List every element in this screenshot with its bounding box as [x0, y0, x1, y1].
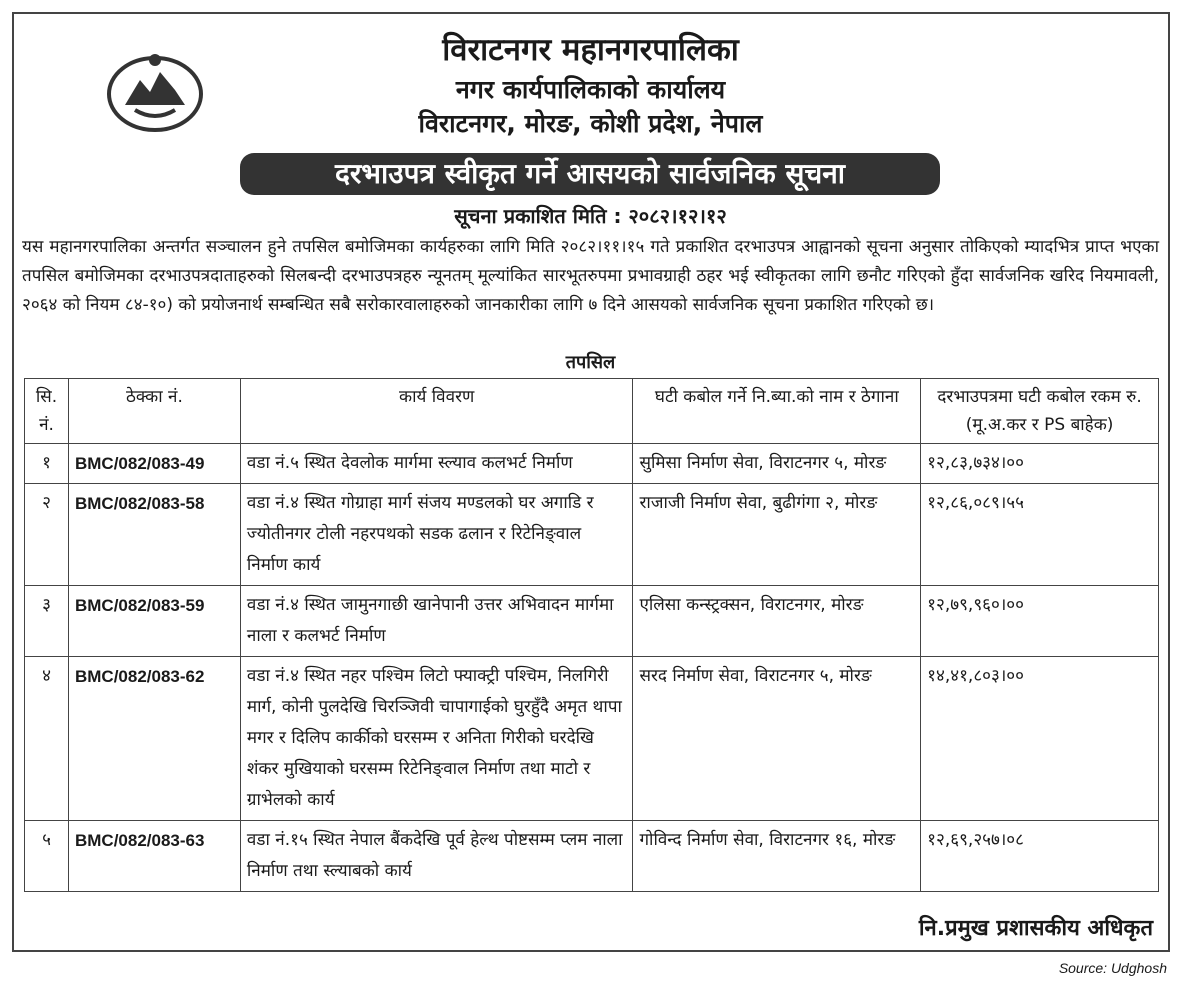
cell-amount: १२,८६,०८९।५५: [921, 484, 1159, 586]
cell-code: BMC/082/083-49: [68, 444, 240, 484]
notice-body: यस महानगरपालिका अन्तर्गत सञ्चालन हुने तपसिल बमोजिमका कार्यहरुका लागि मिति २०८२।११।१५ गते प्रकाशित दरभाउपत्र आह्वानको सूचना अनुसार तोकिएको म्यादभित्र प्राप्त भएका तपसिल बमोजिमका दरभाउपत्रदाताहरुको सिलबन्दी दरभाउपत्रहरु न्यूनतम् मूल्यांकित सारभूतरुपमा प्रभावग्राही ठहर भई स्वीकृतका लागि छनौट गरिएको हुँदा सार्वजनिक खरिद नियमावली, २०६४ को नियम ८४-१०) को प्रयोजनार्थ सम्बन्धित सबै सरोकारवालाहरुको जानकारीका लागि ७ दिने आसयको सार्वजनिक सूचना प्रकाशित गरिएको छ।: [22, 237, 1160, 315]
cell-desc: वडा नं.४ स्थित नहर पश्चिम लिटो फ्याक्ट्री पश्चिम, निलगिरी मार्ग, कोनी पुलदेखि चिरञ्जिवी चापागाईको घुरहुँदै अमृत थापा मगर र दिलिप कार्कीको घरसम्म र अनिता गिरीको घरदेखि शंकर मुखियाको घरसम्म रिटेनिङ्वाल निर्माण तथा माटो र ग्राभेलको कार्य: [240, 657, 633, 821]
cell-sn: १: [25, 444, 69, 484]
cell-sn: ३: [25, 586, 69, 657]
schedule-title: तपसिल: [565, 352, 616, 373]
cell-desc: वडा नं.४ स्थित गोग्राहा मार्ग संजय मण्डलको घर अगाडि र ज्योतीनगर टोली नहरपथको सडक ढलान र रिटेनिङ्वाल निर्माण कार्य: [240, 484, 633, 586]
table-row: [25, 657, 1159, 821]
bid-table: [24, 378, 1159, 892]
cell-desc: वडा नं.४ स्थित जामुनगाछी खानेपानी उत्तर अभिवादन मार्गमा नाला र कलभर्ट निर्माण: [240, 586, 633, 657]
cell-desc: वडा नं.५ स्थित देवलोक मार्गमा स्ल्याव कलभर्ट निर्माण: [240, 444, 633, 484]
notice-title: दरभाउपत्र स्वीकृत गर्ने आसयको सार्वजनिक सूचना: [240, 153, 940, 195]
office-address: विराटनगर, मोरङ, कोशी प्रदेश, नेपाल: [418, 109, 763, 138]
cell-bidder: गोविन्द निर्माण सेवा, विराटनगर १६, मोरङ: [633, 821, 921, 892]
cell-sn: ५: [25, 821, 69, 892]
cell-desc: वडा नं.१५ स्थित नेपाल बैंकदेखि पूर्व हेल्थ पोष्टसम्म प्लम नाला निर्माण तथा स्ल्याबको कार्य: [240, 821, 633, 892]
cell-code: BMC/082/083-62: [68, 657, 240, 821]
cell-bidder: राजाजी निर्माण सेवा, बुढीगंगा २, मोरङ: [633, 484, 921, 586]
cell-bidder: सुमिसा निर्माण सेवा, विराटनगर ५, मोरङ: [633, 444, 921, 484]
cell-sn: ४: [25, 657, 69, 821]
signatory: नि.प्रमुख प्रशासकीय अधिकृत: [918, 916, 1153, 941]
col-sn: सि. नं.: [25, 379, 69, 444]
cell-bidder: सरद निर्माण सेवा, विराटनगर ५, मोरङ: [633, 657, 921, 821]
cell-code: BMC/082/083-58: [68, 484, 240, 586]
cell-bidder: एलिसा कन्स्ट्रक्सन, विराटनगर, मोरङ: [633, 586, 921, 657]
cell-amount: १४,४१,८०३।००: [921, 657, 1159, 821]
cell-amount: १२,८३,७३४।००: [921, 444, 1159, 484]
col-amount: दरभाउपत्रमा घटी कबोल रकम रु.(मू.अ.कर र PS बाहेक): [921, 379, 1159, 444]
col-contract-no: ठेक्का नं.: [68, 379, 240, 444]
cell-sn: २: [25, 484, 69, 586]
table-row: [25, 444, 1159, 484]
table-row: [25, 484, 1159, 586]
table-row: [25, 586, 1159, 657]
office-name: नगर कार्यपालिकाको कार्यालय: [455, 75, 726, 104]
published-date: सूचना प्रकाशित मिति : २०८२।१२।१२: [454, 204, 727, 228]
table-header-row: [25, 379, 1159, 444]
table-row: [25, 821, 1159, 892]
cell-code: BMC/082/083-63: [68, 821, 240, 892]
source-credit: Source: Udghosh: [1058, 960, 1167, 976]
cell-amount: १२,७९,९६०।००: [921, 586, 1159, 657]
org-name: विराटनगर महानगरपालिका: [442, 32, 739, 68]
col-description: कार्य विवरण: [240, 379, 633, 444]
cell-code: BMC/082/083-59: [68, 586, 240, 657]
cell-amount: १२,६९,२५७।०८: [921, 821, 1159, 892]
col-bidder: घटी कबोल गर्ने नि.ब्या.को नाम र ठेगाना: [633, 379, 921, 444]
